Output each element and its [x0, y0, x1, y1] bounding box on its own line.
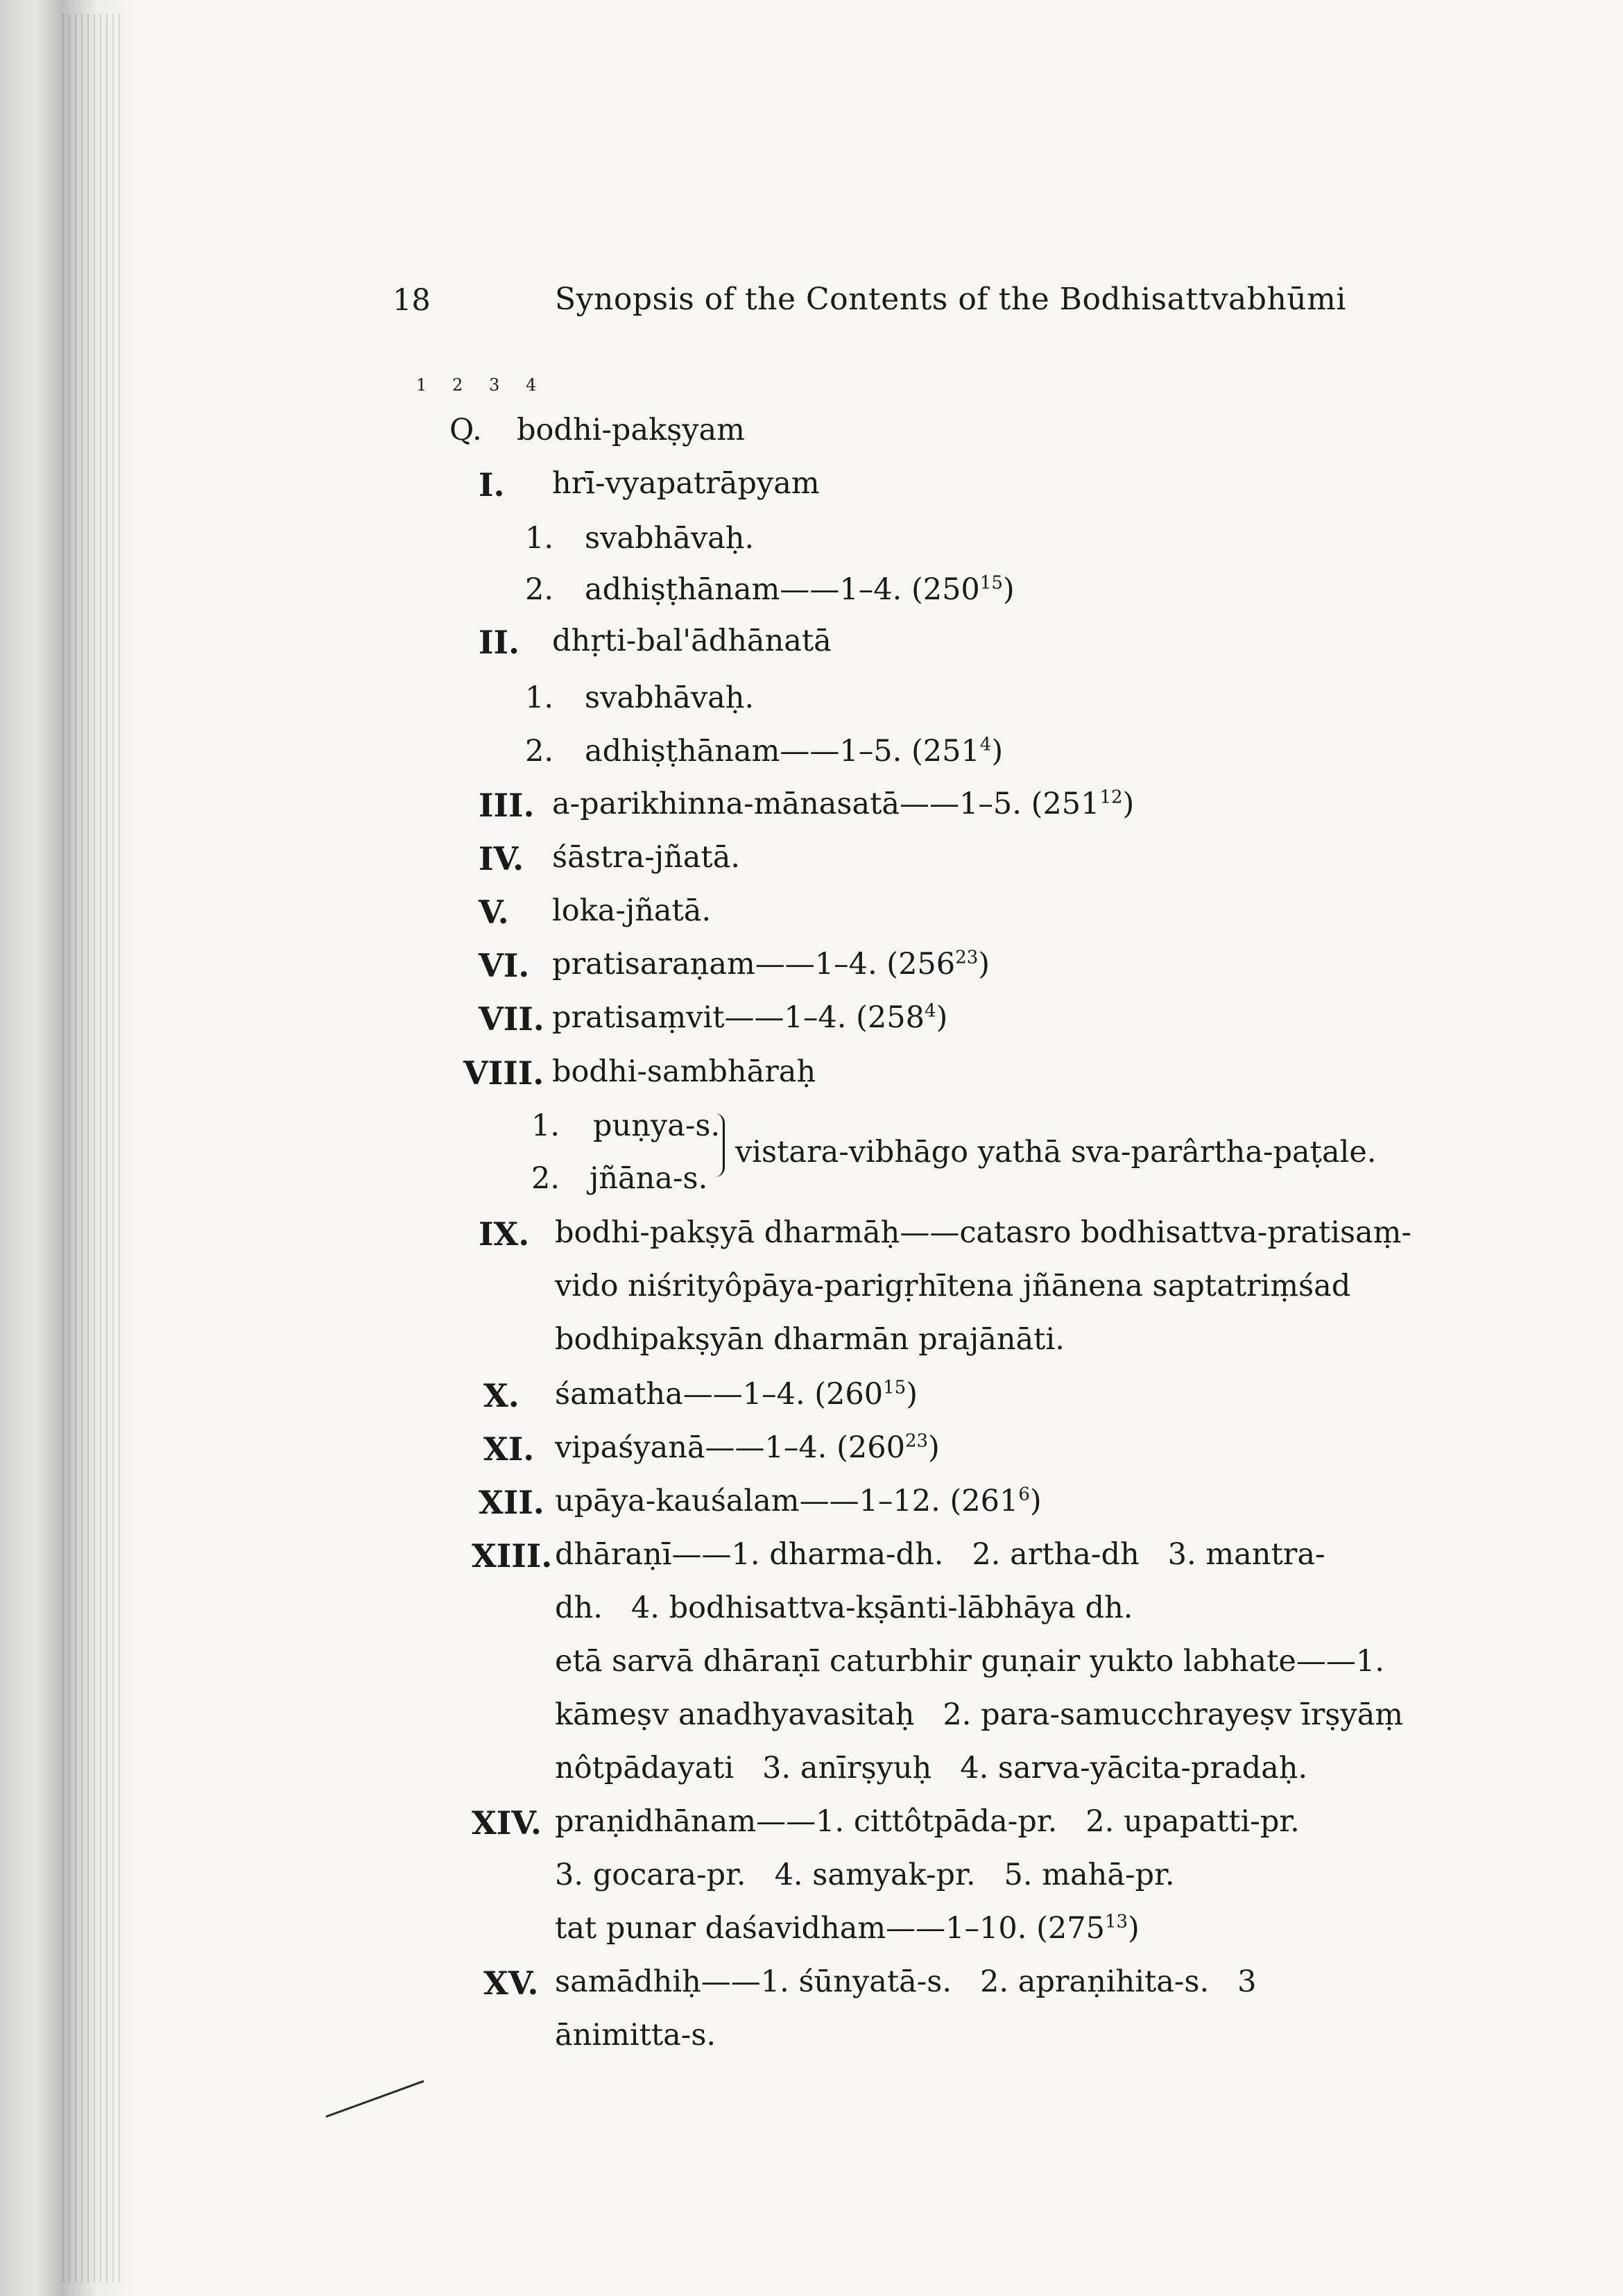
entry-text: dhāraṇī——1. dharma-dh. 2. artha-dh 3. mantra- [555, 1537, 1325, 1572]
entry-text: kāmeṣv anadhyavasitaḥ 2. para-samucchrayeṣv īrṣyāṃ [555, 1697, 1404, 1732]
entry-text: puṇya-s. [593, 1108, 721, 1143]
roman-numeral: VII. [479, 1000, 544, 1038]
roman-numeral: VIII. [463, 1054, 544, 1092]
curly-brace [713, 1113, 725, 1177]
roman-numeral: VI. [479, 947, 530, 984]
column-marker: 1 [416, 375, 427, 395]
entry-text: bodhi-pakṣyā dharmāḥ——catasro bodhisattva-pratisaṃ- [555, 1215, 1411, 1250]
entry-text: tat punar daśavidham——1–10. $(275^{13})$ [555, 1911, 1140, 1946]
sub-number: 2. [525, 734, 554, 769]
entry-text: ānimitta-s. [555, 2018, 716, 2053]
roman-numeral: XV. [483, 1964, 539, 2002]
entry-text: pratisaraṇam——1–4. $(256^{23})$ [552, 947, 990, 982]
roman-numeral: XII. [479, 1484, 544, 1521]
roman-numeral: V. [479, 893, 509, 931]
sub-number: 2. [525, 572, 554, 607]
entry-text: samādhiḥ——1. śūnyatā-s. 2. apraṇihita-s. 3 [555, 1964, 1257, 1999]
roman-numeral: I. [479, 466, 505, 504]
entry-text: adhiṣṭhānam——1–5. $(251^4)$ [585, 734, 1004, 769]
roman-numeral: XIV. [472, 1804, 542, 1842]
entry-text: bodhipakṣyān dharmān prajānāti. [555, 1322, 1065, 1357]
roman-numeral: X. [483, 1377, 519, 1414]
column-marker: 2 [452, 375, 463, 395]
entry-text: śamatha——1–4. $(260^{15})$ [555, 1377, 918, 1412]
pencil-stroke [325, 2080, 424, 2118]
sub-number: 1. [525, 521, 554, 556]
roman-numeral: II. [479, 624, 520, 661]
roman-numeral: IV. [479, 840, 524, 877]
entry-text: upāya-kauśalam——1–12. $(261^6)$ [555, 1484, 1042, 1518]
section-title: bodhi-pakṣyam [517, 413, 745, 447]
entry-text: vistara-vibhāgo yathā sva-parârtha-paṭale. [735, 1135, 1377, 1170]
entry-text: pratisaṃvit——1–4. $(258^4)$ [552, 1000, 948, 1035]
roman-numeral: XIII. [472, 1537, 553, 1575]
roman-numeral: III. [479, 787, 535, 824]
column-marker: 4 [526, 375, 537, 395]
sub-number: 1. [531, 1108, 560, 1143]
entry-text: adhiṣṭhānam——1–4. $(250^{15})$ [585, 572, 1015, 607]
column-marker: 3 [489, 375, 500, 395]
entry-text: dhṛti-bal'ādhānatā [552, 624, 832, 658]
entry-text: vido niśrityôpāya-parigṛhītena jñānena saptatriṃśad [555, 1269, 1351, 1303]
entry-text: loka-jñatā. [552, 893, 712, 928]
entry-text: jñāna-s. [590, 1161, 708, 1196]
page-number: 18 [393, 283, 431, 318]
entry-text: bodhi-sambhāraḥ [552, 1054, 816, 1089]
running-title: Synopsis of the Contents of the Bodhisattvabhūmi [555, 282, 1346, 317]
entry-text: svabhāvaḥ. [585, 680, 755, 715]
entry-text: hrī-vyapatrāpyam [552, 466, 820, 501]
roman-numeral: IX. [479, 1215, 530, 1253]
entry-text: svabhāvaḥ. [585, 521, 755, 556]
sub-number: 1. [525, 680, 554, 715]
entry-text: a-parikhinna-mānasatā——1–5. $(251^{12})$ [552, 787, 1135, 821]
entry-text: praṇidhānam——1. cittôtpāda-pr. 2. upapatti-pr. [555, 1804, 1300, 1839]
roman-numeral: XI. [483, 1430, 535, 1468]
entry-text: śāstra-jñatā. [552, 840, 741, 875]
book-binding-edge [0, 0, 139, 2296]
entry-text: dh. 4. bodhisattva-kṣānti-lābhāya dh. [555, 1591, 1133, 1625]
sub-number: 2. [531, 1161, 560, 1196]
page-stack-lines [62, 14, 125, 2282]
section-letter: Q. [449, 413, 482, 447]
entry-text: 3. gocara-pr. 4. samyak-pr. 5. mahā-pr. [555, 1858, 1175, 1892]
entry-text: vipaśyanā——1–4. $(260^{23})$ [555, 1430, 940, 1465]
entry-text: etā sarvā dhāraṇī caturbhir guṇair yukto labhate——1. [555, 1644, 1384, 1679]
entry-text: nôtpādayati 3. anīrṣyuḥ 4. sarva-yācita-pradaḥ. [555, 1751, 1308, 1785]
